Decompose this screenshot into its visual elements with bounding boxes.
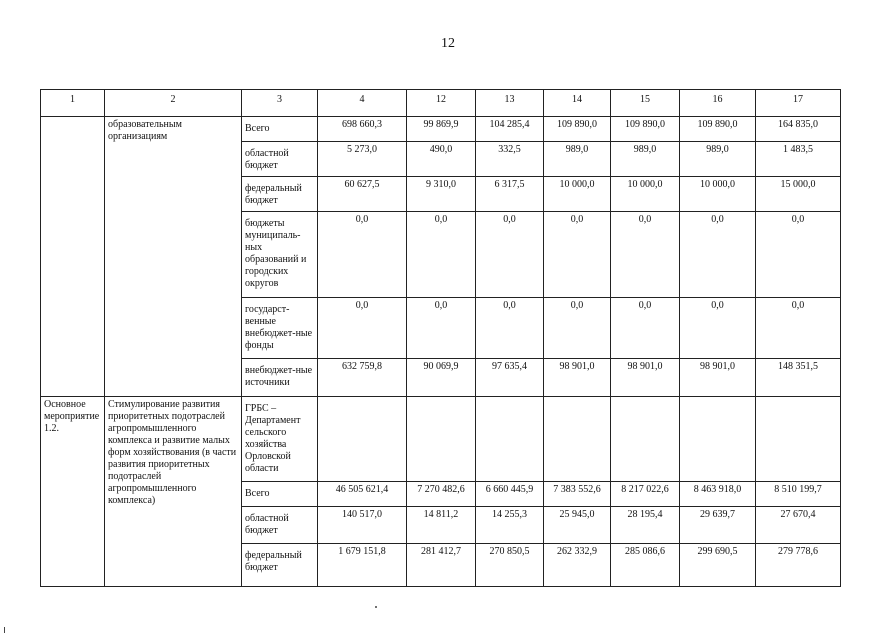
value-cell: 270 850,5: [476, 544, 544, 587]
value-cell: 109 890,0: [611, 117, 680, 142]
value-cell: 0,0: [756, 298, 841, 359]
value-cell: 698 660,3: [318, 117, 407, 142]
value-cell: 60 627,5: [318, 177, 407, 212]
value-cell: 490,0: [407, 142, 476, 177]
funding-source: федеральный бюджет: [242, 177, 318, 212]
value-cell: 0,0: [318, 212, 407, 298]
funding-source: государст-венные внебюджет-ные фонды: [242, 298, 318, 359]
value-cell: [544, 397, 611, 482]
activity-id: Основное мероприятие 1.2.: [41, 397, 105, 587]
value-cell: [611, 397, 680, 482]
value-cell: 14 811,2: [407, 507, 476, 544]
value-cell: 140 517,0: [318, 507, 407, 544]
value-cell: 27 670,4: [756, 507, 841, 544]
value-cell: 0,0: [544, 298, 611, 359]
value-cell: 1 679 151,8: [318, 544, 407, 587]
value-cell: 281 412,7: [407, 544, 476, 587]
value-cell: 25 945,0: [544, 507, 611, 544]
column-header: 12: [407, 90, 476, 117]
value-cell: 98 901,0: [544, 359, 611, 397]
budget-table: [40, 89, 841, 587]
value-cell: 262 332,9: [544, 544, 611, 587]
column-header: 17: [756, 90, 841, 117]
funding-source: ГРБС – Департамент сельского хозяйства Орловской области: [242, 397, 318, 482]
value-cell: 10 000,0: [544, 177, 611, 212]
value-cell: 989,0: [544, 142, 611, 177]
value-cell: 98 901,0: [680, 359, 756, 397]
value-cell: 632 759,8: [318, 359, 407, 397]
table-row: [41, 117, 841, 142]
value-cell: 989,0: [611, 142, 680, 177]
value-cell: 104 285,4: [476, 117, 544, 142]
column-header: 1: [41, 90, 105, 117]
value-cell: 29 639,7: [680, 507, 756, 544]
value-cell: 0,0: [407, 298, 476, 359]
value-cell: 0,0: [611, 212, 680, 298]
activity-name: Стимулирование развития приоритетных подотраслей агропромышленного комплекса и развитие малых форм хозяйствования (в части развития приоритетных подотраслей агропромышленного комплекса): [105, 397, 242, 587]
value-cell: [318, 397, 407, 482]
activity-id-cell: [41, 117, 105, 397]
scan-speck: [375, 606, 377, 608]
value-cell: 299 690,5: [680, 544, 756, 587]
value-cell: 8 217 022,6: [611, 482, 680, 507]
funding-source: бюджеты муниципаль-ных образований и городских округов: [242, 212, 318, 298]
value-cell: 109 890,0: [680, 117, 756, 142]
column-header: 16: [680, 90, 756, 117]
value-cell: 5 273,0: [318, 142, 407, 177]
value-cell: 6 317,5: [476, 177, 544, 212]
value-cell: 6 660 445,9: [476, 482, 544, 507]
value-cell: 7 383 552,6: [544, 482, 611, 507]
funding-source: областной бюджет: [242, 507, 318, 544]
value-cell: 9 310,0: [407, 177, 476, 212]
funding-source: федеральный бюджет: [242, 544, 318, 587]
value-cell: 0,0: [756, 212, 841, 298]
value-cell: 285 086,6: [611, 544, 680, 587]
activity-name: образовательным организациям: [105, 117, 242, 397]
value-cell: 989,0: [680, 142, 756, 177]
value-cell: 332,5: [476, 142, 544, 177]
value-cell: 0,0: [680, 298, 756, 359]
value-cell: 90 069,9: [407, 359, 476, 397]
scan-speck: [4, 627, 5, 633]
value-cell: 97 635,4: [476, 359, 544, 397]
value-cell: 109 890,0: [544, 117, 611, 142]
value-cell: 99 869,9: [407, 117, 476, 142]
column-header: 15: [611, 90, 680, 117]
value-cell: [476, 397, 544, 482]
value-cell: 46 505 621,4: [318, 482, 407, 507]
funding-source: внебюджет-ные источники: [242, 359, 318, 397]
value-cell: [756, 397, 841, 482]
value-cell: [680, 397, 756, 482]
column-header: 2: [105, 90, 242, 117]
value-cell: 0,0: [544, 212, 611, 298]
column-header: 14: [544, 90, 611, 117]
value-cell: 0,0: [318, 298, 407, 359]
value-cell: 164 835,0: [756, 117, 841, 142]
column-header: 4: [318, 90, 407, 117]
value-cell: 0,0: [476, 212, 544, 298]
funding-source: областной бюджет: [242, 142, 318, 177]
table-row: [41, 397, 841, 482]
value-cell: 14 255,3: [476, 507, 544, 544]
value-cell: 279 778,6: [756, 544, 841, 587]
value-cell: [407, 397, 476, 482]
value-cell: 15 000,0: [756, 177, 841, 212]
value-cell: 10 000,0: [611, 177, 680, 212]
value-cell: 0,0: [476, 298, 544, 359]
value-cell: 0,0: [611, 298, 680, 359]
page-number: 12: [441, 36, 455, 51]
value-cell: 8 510 199,7: [756, 482, 841, 507]
header-row: [41, 90, 841, 117]
value-cell: 0,0: [680, 212, 756, 298]
column-header: 13: [476, 90, 544, 117]
value-cell: 7 270 482,6: [407, 482, 476, 507]
value-cell: 28 195,4: [611, 507, 680, 544]
value-cell: 0,0: [407, 212, 476, 298]
value-cell: 8 463 918,0: [680, 482, 756, 507]
value-cell: 10 000,0: [680, 177, 756, 212]
value-cell: 1 483,5: [756, 142, 841, 177]
funding-source: Всего: [242, 482, 318, 507]
value-cell: 98 901,0: [611, 359, 680, 397]
value-cell: 148 351,5: [756, 359, 841, 397]
funding-source: Всего: [242, 117, 318, 142]
column-header: 3: [242, 90, 318, 117]
